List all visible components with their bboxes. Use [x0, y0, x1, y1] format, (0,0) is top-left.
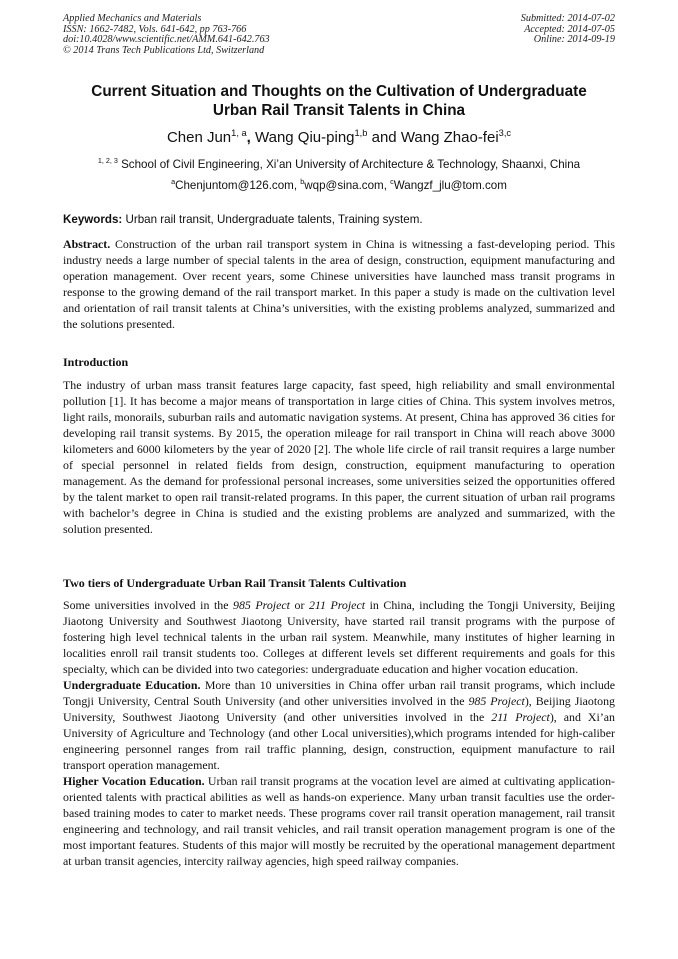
tiers-p1-italic-985: 985 Project	[233, 598, 290, 612]
keywords	[63, 213, 615, 226]
tiers-p2-italic-985: 985 Project	[468, 694, 525, 708]
author-1: Chen Jun	[166, 129, 232, 146]
email-b-sup: b	[300, 177, 305, 187]
author-sep-2: and	[367, 129, 401, 146]
keywords-text: Urban rail transit, Undergraduate talents, Training system.	[122, 213, 423, 226]
abstract	[63, 236, 615, 332]
tiers-p2-text-a: More than 10 universities in China offer urban rail transit programs, which include Tongji University, Central South University (and other universities involved in the	[63, 678, 615, 708]
online-date: Online: 2014-09-19	[533, 34, 615, 45]
paper-title	[40, 82, 638, 120]
journal-issn: ISSN: 1662-7482, Vols. 641-642, pp 763-766	[63, 23, 247, 35]
tiers-p1-italic-211: 211 Project	[308, 598, 366, 612]
author-1-sup: 1, a	[231, 128, 247, 138]
author-3-sup: 3,c	[498, 128, 512, 138]
submission-dates	[521, 14, 615, 46]
author-2-sup: 1,b	[354, 128, 368, 138]
email-c-sup: c	[390, 177, 394, 187]
introduction-body	[63, 377, 615, 537]
introduction-heading: Introduction	[63, 355, 129, 369]
higher-vocation-education-label: Higher Vocation Education.	[63, 774, 205, 788]
title-line-2: Urban Rail Transit Talents in China	[212, 102, 466, 119]
author-3: Wang Zhao-fei	[400, 129, 499, 146]
journal-info	[63, 14, 270, 56]
email-c[interactable]: Wangzf_jlu@tom.com	[393, 179, 507, 192]
tiers-p2-text-c: ), and Xi’an University of Agriculture and Technology (and other Local universities),which programs intended for high-caliber engineering personnel ranges from rail traffic planning, design, construction, equipment manufacture to rail transport operation management.	[63, 710, 616, 772]
author-emails	[0, 179, 678, 192]
affiliation-sup: 1, 2, 3	[97, 156, 118, 166]
affiliation	[0, 158, 678, 171]
abstract-paragraph	[63, 236, 615, 332]
email-a-sup: a	[171, 177, 176, 187]
accepted-date: Accepted: 2014-07-05	[524, 23, 615, 35]
undergraduate-education-label: Undergraduate Education.	[63, 678, 201, 692]
submitted-date: Submitted: 2014-07-02	[520, 13, 615, 24]
introduction-paragraph: The industry of urban mass transit features large capacity, fast speed, high reliability and small environmental pollution [1]. It has become a major means of transportation in large cities of China. This system involves metros, light rails, monorails, suburban rails and automatic navigation systems. At present, China has approved 36 cities for developing rail transit systems. By 2015, the operation mileage for rail transport in China will reach above 3000 kilometers and 6000 kilometers by the year of 2020 [2]. The whole life circle of rail transit requires a large number of special personnel in related fields from design, construction, equipment manufacturing to operation management. As the demand for professional personal increases, some universities seized the opportunities offered by the talent market to open rail transit-related programs. In this paper, the current situation of urban rail programs with bachelor’s degree in China is studied and the existing problems are analyzed and summarized, with the solution presented.	[63, 378, 615, 536]
tiers-paragraph-3	[63, 773, 615, 869]
tiers-p2-italic-211: 211 Project	[491, 710, 550, 724]
tiers-p1-text-c: in China, including the Tongji University, Beijing Jiaotong University and Southwest Jiaotong University, have started rail transit programs with the purpose of fostering high level technical talents in the urban rail system. Meanwhile, many institutes of higher learning in localities enroll rail transit students too. Colleges at different levels set different requirements and goals for this specialty, which can be divided into two categories: undergraduate education and higher vocation education.	[63, 598, 616, 676]
tiers-paragraph-2	[63, 677, 615, 773]
tiers-p2-text-b: ), Beijing Jiaotong University, Southwest Jiaotong University (and other universities involved in the	[63, 694, 615, 724]
author-2: Wang Qiu-ping	[255, 129, 355, 146]
abstract-label: Abstract.	[63, 237, 111, 251]
tiers-p1-text-a: Some universities involved in the	[63, 598, 234, 612]
abstract-text: Construction of the urban rail transport system in China is witnessing a fast-developing period. This industry needs a large number of special talents in the area of design, construction, equipment manufacturing and operation management. Over recent years, some Chinese universities have launched mass transit programs in response to the growing demand of the rail transport market. In this paper a study is made on the cultivation level and orientation of rail transit talents at China’s universities, with the existing problems analyzed, summarized and the solutions presented.	[63, 237, 615, 331]
tiers-p1-text-b: or	[289, 598, 309, 612]
tiers-heading: Two tiers of Undergraduate Urban Rail Transit Talents Cultivation	[63, 576, 407, 590]
affiliation-text: School of Civil Engineering, Xi’an University of Architecture & Technology, Shaanxi, China	[117, 158, 581, 171]
journal-copyright: © 2014 Trans Tech Publications Ltd, Switzerland	[63, 44, 265, 56]
email-b[interactable]: wqp@sina.com,	[304, 179, 391, 192]
journal-doi: doi:10.4028/www.scientific.net/AMM.641-642.763	[63, 34, 270, 45]
author-list	[0, 129, 678, 146]
title-line-1: Current Situation and Thoughts on the Cultivation of Undergraduate	[91, 83, 587, 100]
author-sep-1: ,	[246, 129, 256, 146]
keywords-label: Keywords:	[63, 213, 123, 226]
journal-name: Applied Mechanics and Materials	[63, 13, 202, 24]
tiers-body	[63, 597, 615, 869]
tiers-p3-text: Urban rail transit programs at the vocation level are aimed at cultivating application-oriented talents with practical abilities as well as hands-on experience. Many urban transit faculties use the order-based training modes to cater to market needs. These programs cover rail transit operation management, rail transit engineering and technology, and rail transit vehicles, and rail transit operation management program is one of the most important features. Students of this major will mostly be recruited by the operational management department at urban transit agencies, intercity railway agencies, high speed railway companies.	[63, 774, 615, 868]
tiers-paragraph-1	[63, 597, 615, 677]
email-a[interactable]: Chenjuntom@126.com,	[175, 179, 301, 192]
